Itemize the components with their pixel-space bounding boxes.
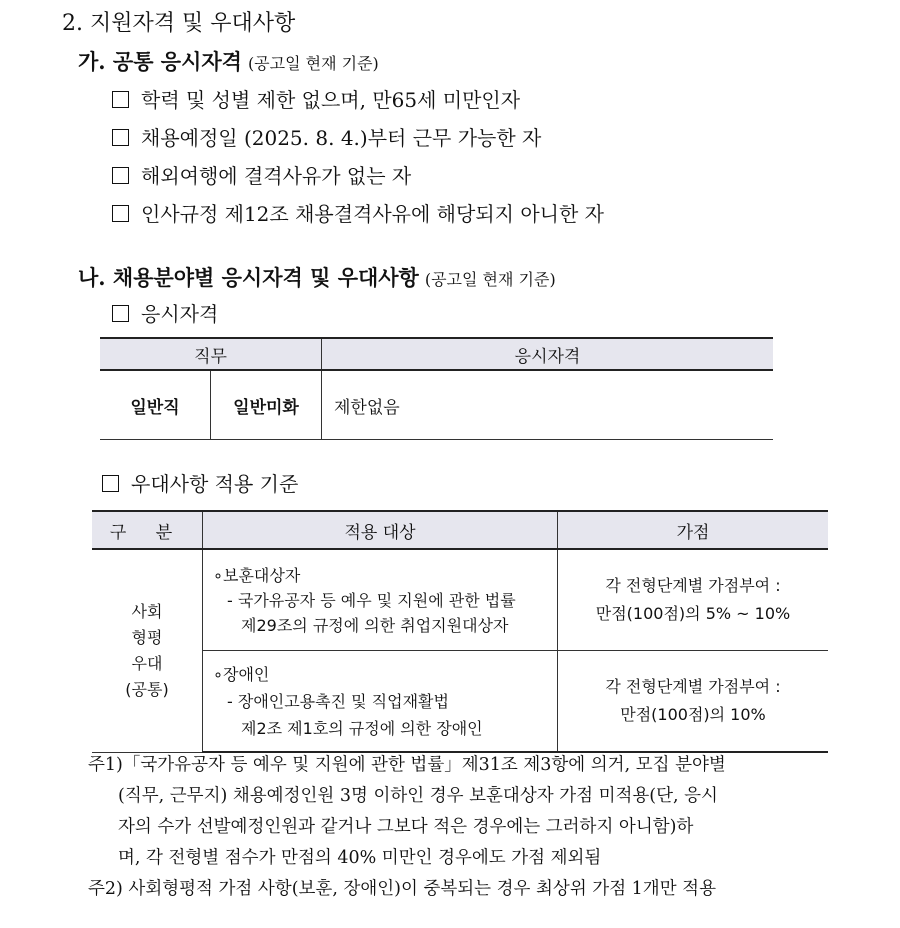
cell-category <box>92 549 203 752</box>
note-line: 주1)「국가유공자 등 예우 및 지원에 관한 법률」제31조 제3항에 의거, 모집 분야별 <box>88 755 726 775</box>
qual-label <box>112 298 218 327</box>
cell-qualification: 제한없음 <box>322 370 774 440</box>
target-line: 제29조의 규정에 의한 취업지원대상자 <box>241 615 509 635</box>
list-item <box>112 160 411 189</box>
note-line: (직무, 근무지) 채용예정인원 3명 이하인 경우 보훈대상자 가점 미적용(단, 응시 <box>118 786 718 806</box>
checkbox-icon <box>102 475 119 492</box>
list-item-text: 학력 및 성별 제한 없으며, 만65세 미만인자 <box>141 88 521 112</box>
part-b-title: 나. 채용분야별 응시자격 및 우대사항 <box>78 265 419 290</box>
points-line: 각 전형단계별 가점부여 : <box>605 576 781 595</box>
cell-points <box>558 651 829 753</box>
header-points: 가점 <box>558 511 829 549</box>
header-target: 적용 대상 <box>203 511 558 549</box>
category-line: 형평 <box>131 627 163 647</box>
checkbox-icon <box>112 167 129 184</box>
target-line: 제2조 제1호의 규정에 의한 장애인 <box>241 718 483 738</box>
table-row <box>92 651 828 753</box>
table-row <box>92 549 828 651</box>
cell-job-field: 일반미화 <box>211 370 322 440</box>
part-a-heading <box>78 46 379 76</box>
preference-table <box>92 510 828 753</box>
checkbox-icon <box>112 305 129 322</box>
target-title: ∘보훈대상자 <box>213 565 301 585</box>
pref-label-text: 우대사항 적용 기준 <box>131 472 299 496</box>
header-qualification: 응시자격 <box>322 338 774 370</box>
table-header-row <box>92 511 828 549</box>
category-line: 우대 <box>131 653 163 673</box>
points-line: 만점(100점)의 10% <box>620 705 766 724</box>
cell-job-type: 일반직 <box>100 370 211 440</box>
checkbox-icon <box>112 129 129 146</box>
list-item-text: 인사규정 제12조 채용결격사유에 해당되지 아니한 자 <box>141 202 604 226</box>
list-item-text: 채용예정일 (2025. 8. 4.)부터 근무 가능한 자 <box>141 126 542 150</box>
checkbox-icon <box>112 91 129 108</box>
part-b-heading <box>78 262 556 292</box>
qualification-table <box>100 337 773 440</box>
header-category: 구 분 <box>92 511 203 549</box>
category-line: (공통) <box>125 679 169 699</box>
points-line: 각 전형단계별 가점부여 : <box>605 677 781 696</box>
pref-label <box>102 468 298 497</box>
target-line: - 장애인고용촉진 및 직업재활법 <box>227 691 449 711</box>
table-header-row <box>100 338 773 370</box>
points-line: 만점(100점)의 5% ~ 10% <box>595 604 791 623</box>
qual-label-text: 응시자격 <box>141 302 219 326</box>
list-item <box>112 122 541 151</box>
note-line: 며, 각 전형별 점수가 만점의 40% 미만인 경우에도 가점 제외됨 <box>118 848 602 868</box>
category-line: 사회 <box>131 601 163 621</box>
cell-target <box>203 549 558 651</box>
section-title: 2. 지원자격 및 우대사항 <box>62 11 296 36</box>
checkbox-icon <box>112 205 129 222</box>
list-item-text: 해외여행에 결격사유가 없는 자 <box>141 164 412 188</box>
header-job: 직무 <box>100 338 322 370</box>
table-row <box>100 370 773 440</box>
cell-target <box>203 651 558 753</box>
list-item <box>112 198 604 227</box>
note-1 <box>88 750 726 905</box>
cell-points <box>558 549 829 651</box>
note-2: 주2) 사회형평적 가점 사항(보훈, 장애인)이 중복되는 경우 최상위 가점 1개만 적용 <box>88 879 716 899</box>
list-item <box>112 84 520 113</box>
target-line: - 국가유공자 등 예우 및 지원에 관한 법률 <box>227 590 516 610</box>
part-a-subtitle: (공고일 현재 기준) <box>247 54 379 73</box>
target-title: ∘장애인 <box>213 664 270 684</box>
part-a-title: 가. 공통 응시자격 <box>78 49 242 74</box>
part-b-subtitle: (공고일 현재 기준) <box>424 270 556 289</box>
note-line: 자의 수가 선발예정인원과 같거나 그보다 적은 경우에는 그러하지 아니함)하 <box>118 817 694 837</box>
